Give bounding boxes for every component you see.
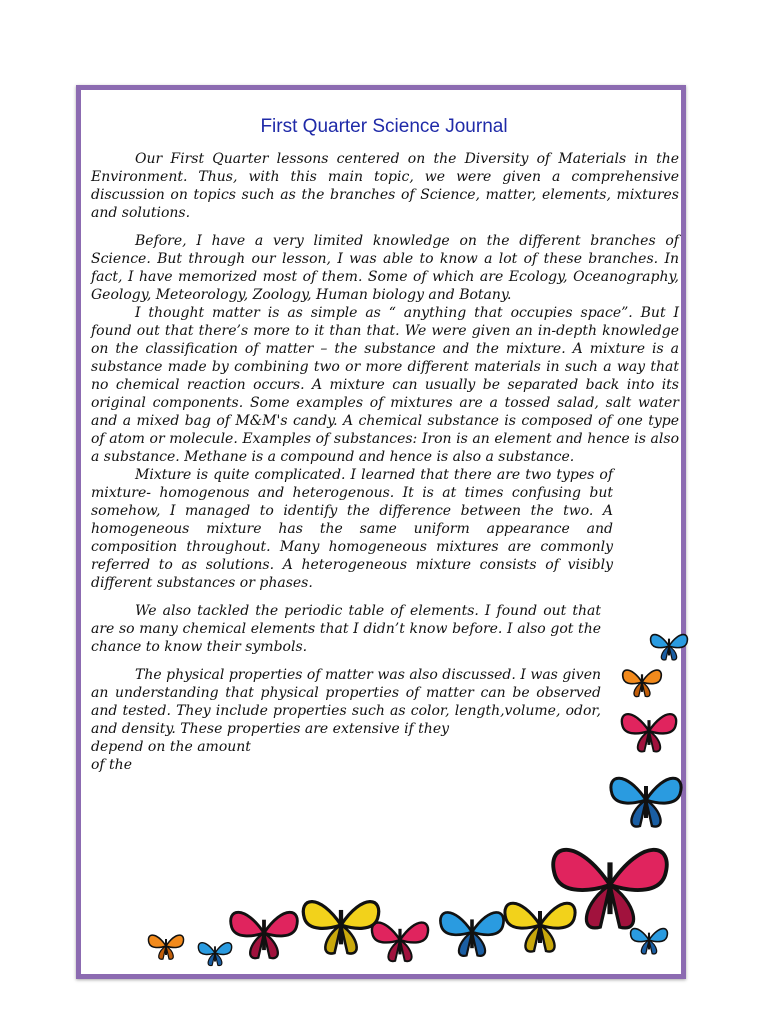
butterfly-icon (226, 900, 302, 966)
paragraph-periodic-table: We also tackled the periodic table of elements. I found out that are so many chemical elements that I didn’t know before. I also got the chance to know their symbols. (91, 603, 601, 655)
butterfly-icon (606, 760, 686, 840)
butterfly-icon (628, 920, 670, 960)
page-title: First Quarter Science Journal (260, 116, 508, 137)
butterfly-icon (298, 885, 384, 965)
paragraph-continuation-1: depend on the amount (91, 739, 251, 755)
paragraph-matter: I thought matter is as simple as “ anything that occupies space”. But I found out that there’s more to it than that. We were given an in-depth knowledge on the classification of matter – the substance and the mixture. A mixture is a substance made by combining two or more different materials in such a way that no chemical reaction occurs. A mixture can usually be separated back into its original components. Some examples of mixtures are a tossed salad, salt water and a mixed bag of M&M's candy. A chemical substance is composed of one type of atom or molecule. Examples of substances: Iron is an element and hence is also a substance. Methane is a compound and hence is also a substance. (91, 305, 679, 465)
paragraph-branches: Before, I have a very limited knowledge on the different branches of Science. But through our lesson, I was able to know a lot of these branches. In fact, I have memorized most of them. Some of which are Ecology, Oceanography, Geology, Meteorology, Zoology, Human biology and Botany. (91, 233, 679, 303)
paragraph-mixture: Mixture is quite complicated. I learned that there are two types of mixture- homogenous and heterogenous. It is at times confusing but somehow, I managed to identify the difference between the two. A homogeneous mixture has the same uniform appearance and composition throughout. Many homogeneous mixtures are commonly referred to as solutions. A heterogeneous mixture consists of visibly different substances or phases. (91, 467, 613, 591)
butterfly-icon (196, 935, 234, 971)
paragraph-physical-properties: The physical properties of matter was also discussed. I was given an understanding that physical properties of matter can be observed and tested. They include properties such as color, length,volume, odor, and density. These properties are extensive if they (91, 667, 601, 737)
journal-body (91, 150, 679, 774)
butterfly-icon (500, 890, 580, 960)
paragraph-continuation-2: of the (91, 757, 132, 773)
butterfly-icon (436, 900, 508, 964)
butterfly-icon (146, 928, 186, 964)
butterfly-icon (618, 700, 680, 762)
butterfly-icon (648, 628, 690, 664)
butterfly-icon (620, 662, 664, 702)
paragraph-intro: Our First Quarter lessons centered on the Diversity of Materials in the Environment. Thus, with this main topic, we were given a comprehensive discussion on topics such as the branches of Science, matter, elements, mixtures and solutions. (91, 151, 679, 221)
